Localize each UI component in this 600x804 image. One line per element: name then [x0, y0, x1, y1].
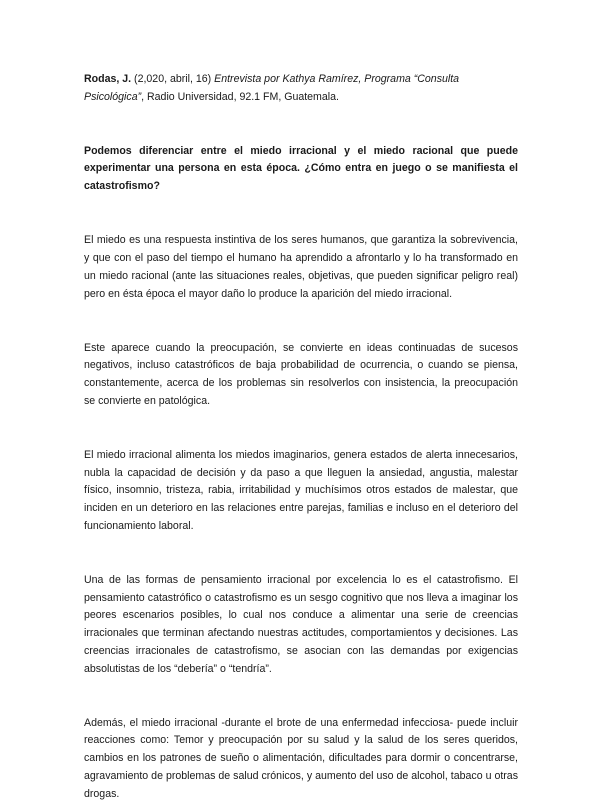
paragraph-2: Este aparece cuando la preocupación, se convierte en ideas continuadas de sucesos negativos, incluso catastróficos de baja probabilidad de ocurrencia, o cuando se piensa, constantemente, acerca de los problemas sin resolverlos con insistencia, la preocupación se convierte en patológica. [84, 341, 518, 407]
paragraph-3: El miedo irracional alimenta los miedos imaginarios, genera estados de alerta innecesarios, nubla la capacidad de decisión y da paso a que lleguen la ansiedad, angustia, malestar físico, insomnio, tristeza, rabia, irritabilidad y muchísimos otros estados de malestar, que inciden en un deterioro en las relaciones entre parejas, familias e incluso en el deterioro del funcionamiento laboral. [84, 448, 518, 532]
citation-source: , Radio Universidad, 92.1 FM, Guatemala. [141, 90, 339, 103]
citation-author: Rodas, J. [84, 73, 132, 85]
paragraph-4: Una de las formas de pensamiento irracional por excelencia lo es el catastrofismo. El pensamiento catastrófico o catastrofismo es un sesgo cognitivo que nos lleva a imaginar los peores escenarios posibles, lo cual nos conduce a alimentar una serie de creencias irracionales que terminan afectando nuestras actitudes, comportamientos y decisiones. Las creencias irracionales de catastrofismo, se asocian con las demandas por exigencias absolutistas de los “debería” o “tendría”. [84, 573, 518, 675]
citation-date: (2,020, abril, 16) [131, 73, 215, 85]
citation-title: Entrevista por Kathya Ramírez, Programa “Consulta Psicológica” [84, 73, 460, 103]
citation [84, 71, 518, 107]
paragraph-5: Además, el miedo irracional -durante el brote de una enfermedad infecciosa- puede incluir reacciones como: Temor y preocupación por su salud y la salud de los seres queridos, cambios en los patrones de sueño o alimentación, dificultades para dormir o concentrarse, agravamiento de problemas de salud crónicos, y aumento del uso de alcohol, tabaco u otras drogas. [84, 716, 518, 800]
paragraph-1: El miedo es una respuesta instintiva de los seres humanos, que garantiza la sobrevivencia, y que con el paso del tiempo el humano ha aprendido a afrontarlo y lo ha transformado en un miedo racional (ante las situaciones reales, objetivas, que pueden significar peligro real) pero en ésta época el mayor daño lo produce la aparición del miedo irracional. [84, 234, 518, 300]
interview-question: Podemos diferenciar entre el miedo irracional y el miedo racional que puede experimentar una persona en esta época. ¿Cómo entra en juego o se manifiesta el catastrofismo? [84, 144, 518, 192]
document-body [84, 71, 518, 804]
